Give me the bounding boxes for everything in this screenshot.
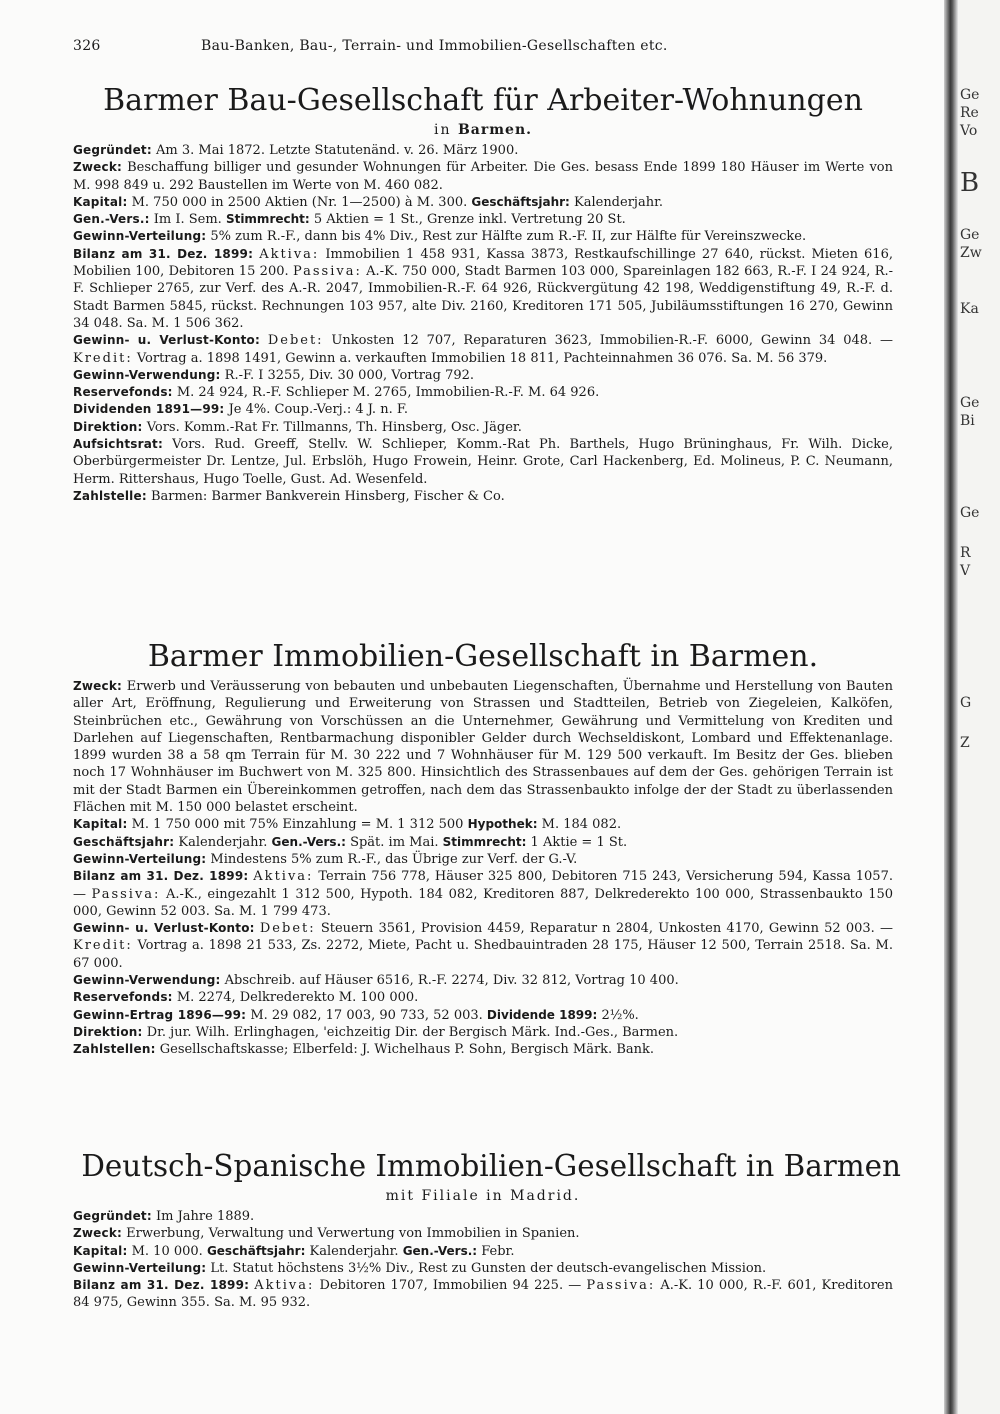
entry-reservefonds: Reservefonds: M. 24 924, R.-F. Schlieper M. 2765, Immobilien-R.-F. M. 64 926. [73,385,600,401]
entry-zahlstellen: Zahlstellen: Gesellschaftskasse; Elberfeld: J. Wichelhaus P. Sohn, Bergisch Märk. Bank. [73,1042,655,1058]
entry-gewinn-verteilung: Gewinn-Verteilung: 5% zum R.-F., dann bis 4% Div., Rest zur Hälfte zum R.-F. II, zur Hälfte für Vereinszwecke. [73,229,807,245]
entry-dividenden: Dividenden 1891—99: Je 4%. Coup.-Verj.: 4 J. n. F. [73,402,408,418]
section-entries-barmer-immobilien [73,678,893,1059]
adjacent-page-edge [958,0,1000,1414]
edge-fragment: Ge [960,87,980,103]
edge-fragment: G [960,695,972,711]
edge-fragment: Ka [960,301,979,317]
entry-gewinn-verteilung: Gewinn-Verteilung: Lt. Statut höchstens 3½% Div., Rest zu Gunsten der deutsch-evangelischen Mission. [73,1260,767,1276]
running-head: Bau-Banken, Bau-, Terrain- und Immobilien-Gesellschaften etc. [201,38,668,54]
entry-bilanz: Bilanz am 31. Dez. 1899: Aktiva: Immobilien 1 458 931, Kassa 3873, Restkaufschillinge 27 640, rückst. Mieten 616, Mobilien 100, Debitoren 15 200. Passiva: A.-K. 750 000, Stadt Barmen 103 000, Spareinlagen 182 663, R.-F. I 24 924, R.-F. Schlieper 2765, zur Verf. des A.-R. 2047, Immobilien-R.-F. 64 926, Rückvergütung 42 198, Weddigenstiftung 49, R.-F. d. Stadt Barmen 5845, rückst. Rechnungen 103 957, alte Div. 2160, Kreditoren 171 505, Jubiläumsstiftungen 16 270, Gewinn 34 048. Sa. M. 1 506 362. [73,246,894,331]
edge-fragment: Bi [960,413,975,429]
page-header [73,38,893,62]
entry-geschaeftsjahr: Geschäftsjahr: Kalenderjahr. Gen.-Vers.: Spät. im Mai. Stimmrecht: 1 Aktie = 1 St. [73,834,628,850]
entry-direktion: Direktion: Dr. jur. Wilh. Erlinghagen, 'eichzeitig Dir. der Bergisch Märk. Ind.-Ges., Barmen. [73,1024,679,1040]
entry-gewinn-ertrag: Gewinn-Ertrag 1896—99: M. 29 082, 17 003, 90 733, 52 003. Dividende 1899: 2½%. [73,1007,639,1023]
entry-gewinn-verteilung: Gewinn-Verteilung: Mindestens 5% zum R.-F., das Übrige zur Verf. der G.-V. [73,851,578,867]
entry-gegruendet: Gegründet: Am 3. Mai 1872. Letzte Statutenänd. v. 26. März 1900. [73,143,519,158]
section-title-barmer-immobilien: Barmer Immobilien-Gesellschaft in Barmen. [147,639,819,674]
section-title-barmer-bau: Barmer Bau-Gesellschaft für Arbeiter-Wohnungen [103,83,863,118]
section-entries-deutsch-spanische [73,1208,893,1312]
entry-kapital: Kapital: M. 750 000 in 2500 Aktien (Nr. 1—2500) à M. 300. Geschäftsjahr: Kalenderjahr. [73,194,663,210]
page-number: 326 [73,38,101,54]
edge-fragment: Ge [960,395,980,411]
entry-reservefonds: Reservefonds: M. 2274, Delkrederekto M. 100 000. [73,990,419,1006]
edge-fragment: V [960,563,971,579]
section-subtitle-barmer-bau [73,122,893,138]
edge-fragment: Zw [960,245,982,261]
section-title-deutsch-spanische: Deutsch-Spanische Immobilien-Gesellschaft in Barmen [81,1149,901,1184]
section-entries-barmer-bau [73,142,893,505]
entry-aufsichtsrat: Aufsichtsrat: Vors. Rud. Greeff, Stellv. W. Schlieper, Komm.-Rat Ph. Barthels, Hugo Brüninghaus, Fr. Wilh. Dicke, Oberbürgermeister Dr. Lentze, Jul. Erbslöh, Hugo Frowein, Heinr. Grote, Carl Hackenberg, Ed. Molineus, P. C. Neumann, Herm. Rittershaus, Hugo Toelle, Gust. Ad. Wesenfeld. [73,437,893,487]
edge-fragment: B [960,168,980,198]
entry-gewinn-verlust-konto: Gewinn- u. Verlust-Konto: Debet: Steuern 3561, Provision 4459, Reparatur n 2804, Unkosten 4170, Gewinn 52 003. — Kredit: Vortrag a. 1898 21 533, Zs. 2272, Miete, Pacht u. Shedbauintraden 28 175, Häuser 12 500, Terrain 2518. Sa. M. 67 000. [73,921,893,971]
entry-zahlstelle: Zahlstelle: Barmen: Barmer Bankverein Hinsberg, Fischer & Co. [73,488,505,504]
entry-gewinn-verwendung: Gewinn-Verwendung: R.-F. I 3255, Div. 30 000, Vortrag 792. [73,367,475,383]
edge-fragment: R [960,545,971,561]
entry-zweck: Zweck: Beschaffung billiger und gesunder Wohnungen für Arbeiter. Die Ges. besass Ende 1899 180 Häuser im Werte von M. 998 849 u. 292 Baustellen im Werte von M. 460 082. [73,160,893,193]
entry-kapital: Kapital: M. 1 750 000 mit 75% Einzahlung = M. 1 312 500 Hypothek: M. 184 082. [73,817,622,833]
edge-fragment: Z [960,735,970,751]
entry-bilanz: Bilanz am 31. Dez. 1899: Aktiva: Debitoren 1707, Immobilien 94 225. — Passiva: A.-K. 10 000, R.-F. 601, Kreditoren 84 975, Gewinn 355. Sa. M. 95 932. [73,1278,893,1311]
edge-fragment: Ge [960,227,980,243]
entry-gegruendet: Gegründet: Im Jahre 1889. [73,1209,255,1224]
edge-fragment: Vo [960,123,978,139]
entry-direktion: Direktion: Vors. Komm.-Rat Fr. Tillmanns, Th. Hinsberg, Osc. Jäger. [73,419,522,435]
entry-bilanz: Bilanz am 31. Dez. 1899: Aktiva: Terrain 756 778, Häuser 325 800, Debitoren 715 243, Versicherung 594, Kassa 1057. — Passiva: A.-K., eingezahlt 1 312 500, Hypoth. 184 082, Kreditoren 887, Delkrederekto 100 000, Strassenbaukto 150 000, Gewinn 52 003. Sa. M. 1 799 473. [73,869,894,919]
entry-kapital: Kapital: M. 10 000. Geschäftsjahr: Kalenderjahr. Gen.-Vers.: Febr. [73,1243,515,1259]
entry-gewinn-verlust-konto: Gewinn- u. Verlust-Konto: Debet: Unkosten 12 707, Reparaturen 3623, Immobilien-R.-F. 6000, Gewinn 34 048. — Kredit: Vortrag a. 1898 1491, Gewinn a. verkauften Immobilien 18 811, Pachteinnahmen 36 076. Sa. M. 56 379. [73,333,893,366]
edge-fragment: Ge [960,505,980,521]
entry-gewinn-verwendung: Gewinn-Verwendung: Abschreib. auf Häuser 6516, R.-F. 2274, Div. 32 812, Vortrag 10 400. [73,973,679,989]
subtitle-prefix: in [433,122,452,138]
edge-fragment: Re [960,105,979,121]
entry-zweck: Zweck: Erwerb und Veräusserung von bebauten und unbebauten Liegenschaften, Übernahme und Herstellung von Bauten aller Art, Eröffnung, Regulierung und Erweiterung von Strassen und Stadtteilen, Betrieb von Ziegeleien, Kalköfen, Steinbrüchen etc., Gewährung von Vorschüssen an die Unternehmer, Gewährung und Vermittelung von Krediten und Darlehen auf Liegenschaften, Rentbarmachung disponibler Gelder durch Wechseldiskont, Lombard und Effektenanlage. 1899 wurden 38 a 58 qm Terrain für M. 30 222 und 7 Wohnhäuser für M. 129 500 verkauft. Im Besitz der Ges. blieben noch 17 Wohnhäuser im Buchwert von M. 325 800. Hinsichtlich des Strassenbaues auf dem der Ges. gehörigen Terrain ist mit der Stadt Barmen ein Übereinkommen getroffen, nach dem das Strassenbaukto infolge der der Stadt zu überlassenden Flächen mit M. 150 000 belastet erscheint. [73,679,893,816]
page-gutter-shadow [944,0,958,1414]
section-subtitle-deutsch-spanische: mit Filiale in Madrid. [385,1188,581,1204]
entry-zweck: Zweck: Erwerbung, Verwaltung und Verwertung von Immobilien in Spanien. [73,1226,580,1242]
subtitle-place: Barmen. [457,122,532,138]
entry-gen-vers: Gen.-Vers.: Im I. Sem. Stimmrecht: 5 Aktien = 1 St., Grenze inkl. Vertretung 20 St. [73,212,626,228]
